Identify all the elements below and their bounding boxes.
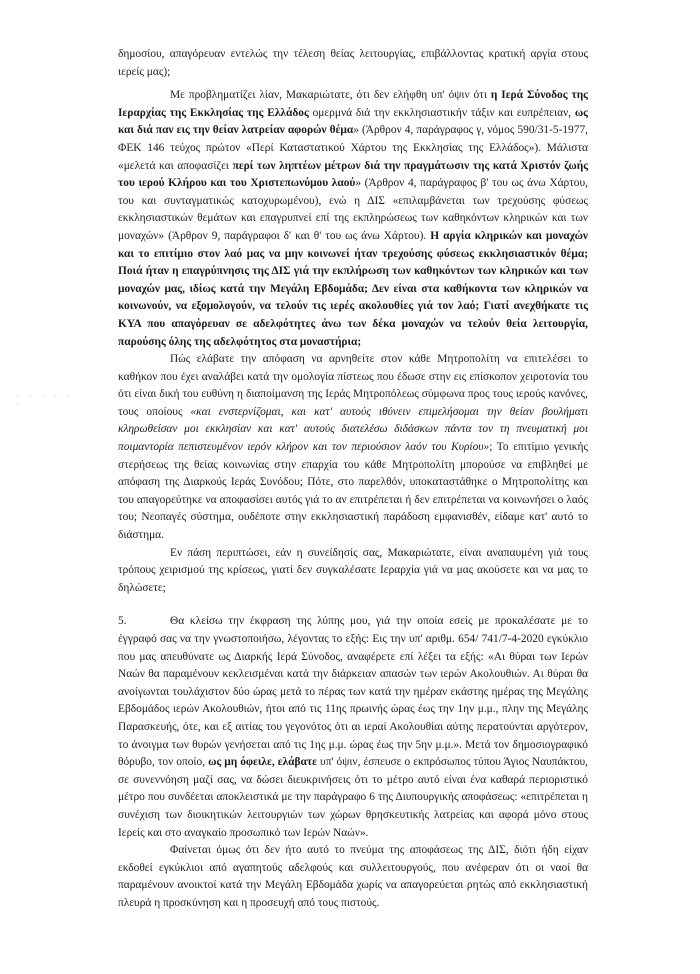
- paragraph-6: [118, 842, 588, 912]
- text-run: Με προβληματίζει λίαν, Μακαριώτατε, ότι δεν ελήφθη υπ' όψιν ότι: [170, 89, 491, 102]
- paragraph-2: [118, 87, 588, 351]
- text-run: » (Άρθρον 4, παράγραφος β' του ως άνω Χάρτου, του και συνταγματικώς κατοχυρωμένου), ενώ η ΔΙΣ «επιλαμβάνεται των τρεχούσης φύσεως εκκλησιαστικών θεμάτων και επαγρυπνεί επί της εκπληρώσεως των καθηκόντων κληρικών και των μοναχών» (Άρθρον 9, παράγραφοι δ' και θ' του ως άνω Χάρτου).: [118, 177, 588, 242]
- text-run: » (Άρθρον 4, παράγραφος γ, νόμος 590/31-5-1977, ΦΕΚ 146 τεύχος πρώτον «Περί Καταστατικού Χάρτου της Εκκλησίας της Ελλάδος»). Μάλιστα «μελετά και αποφασίζει: [118, 124, 588, 172]
- paragraph-5: [118, 613, 588, 842]
- bold-run: περί των ληπτέων μέτρων διά την πραγμάτωσιν της κατά Χριστόν ζωής του ιερού Κλήρου και του Χριστεπωνύμου λαού: [118, 159, 588, 190]
- paragraph-1: [118, 46, 588, 81]
- paragraph-4: [118, 545, 588, 598]
- margin-mark: - - - - - -: [16, 392, 72, 408]
- text-run: Πώς ελάβατε την απόφαση να αρνηθείτε στον κάθε Μητροπολίτη να επιτελέσει το καθήκον που έχει αναλάβει κατά την ομολογία πίστεως που έδωσε στην εις επίσκοπον χειροτονία του ότι είναι δική του ευθύνη η διαποίμανση της Ιεράς Μητροπόλεως σύμφωνα προς τους ιερούς κανόνες, τους οποίους: [118, 353, 588, 418]
- text-run: υπ' όψιν, έσπευσε ο εκπρόσωπος τύπου Άγιος Ναυπάκτου, σε συνεννόηση μαζί σας, να δώσει διευκρινήσεις ότι το μέτρο αυτό είναι ένα καθαρά περιοριστικό μέτρο που συνδέεται αποκλειστικά με την παράγραφο 6 της Διυπουργικής αποφάσεως: «επιτρέπεται η συνέχιση των διοικητικών λειτουργιών των χώρων θρησκευτικής λατρείας και αφορά μόνο στους Ιερείς και στο αναγκαίο προσωπικό των Ιερών Ναών».: [118, 756, 589, 839]
- text-run: Εν πάση περιπτώσει, εάν η συνείδησίς σας, Μακαριώτατε, είναι αναπαυμένη γιά τους τρόπους χειρισμού της κρίσεως, γιατί δεν συγκαλέσατε Ιεραρχία γιά να μας ακούσετε και να μας το δηλώσετε;: [118, 546, 588, 594]
- section-number: 5.: [118, 615, 127, 628]
- bold-run: ως και διά παν εις την θείαν λατρείαν αφορών θέμα: [118, 106, 588, 137]
- text-run: ; Το επιτίμιο γενικής στερήσεως της θείας κοινωνίας στην επαρχία του κάθε Μητροπολίτη μπορούσε να επιβληθεί με απόφαση της Διαρκούς Ιεράς Συνόδου; Πότε, στο παρελθόν, υποκαταστάθηκε ο Μητροπολίτης και του απαγορεύτηκε να αποφασίσει αυτός γιά το αν επιτρέπεται ή δεν επιτρέπεται να κοινωνήσει ο λαός του; Νεοπαγές σύστημα, ουδέποτε στην εκκλησιαστική παράδοση εμφανισθέν, είδαμε κατ' αυτό το διάστημα.: [118, 441, 588, 542]
- bold-run: η Ιερά Σύνοδος της Ιεραρχίας της Εκκλησίας της Ελλάδος: [118, 89, 588, 119]
- text-run: Θα κλείσω την έκφραση της λύπης μου, γιά την οποία εσείς με προκαλέσατε με το έγγραφό σας να την γνωστοποιήσω, λέγοντας το εξής: Εις την υπ' αριθμ. 654/ 741/7-4-2020 εγκύκλιο που μας απευθύνατε ως Διαρκής Ιερά Σύνοδος, αναφέρετε επί λέξει τα εξής: «Αι θύραι των Ιερών Ναών θα παραμένουν κεκλεισμέναι κατά την διάρκειαν απασών των ιερών Ακολουθιών. Αι θύραι θα ανοίγωνται τουλάχιστον δύο ώρας μετά το πέρας των κατά την ημέραν εκάστης ημέρας της Μεγάλης Εβδομάδος ιερών Ακολουθιών, ήτοι από τις 11ης πρωινής ώρας έως την 1ην μ.μ., πλην της Μεγάλης Παρασκευής, ότε, και εξ αιτίας του γεγονότος ότι αι ιεραί Ακολουθίαι αύτης περατούνται αργότερον, το άνοιγμα των θυρών γενήσεται από τις 1ης μ.μ. ώρας έως την 5ην μ.μ.». Μετά τον δημοσιογραφικό θόρυβο, τον οποίο,: [118, 615, 588, 769]
- paragraph-3: [118, 351, 588, 545]
- paragraph-1-text: δημοσίου, απαγόρευαν εντελώς την τέλεση θείας λειτουργίας, επιβάλλοντας κρατική αργία στους ιερείς μας);: [118, 48, 588, 78]
- italic-quote: «και ενστερνίζομαι, και κατ' αυτούς ιθύνειν επιμελήσομαι την θείαν βουλήματι κληρωθείσαν μοι εκκλησίαν και κατ' αυτούς διατελέσω διδάσκων πάντα τον τη πνευματική μοι ποιμαντορία πεπιστευμένον ιερόν κλήρον και τον περιούσιον λαόν του Κυρίου»: [118, 405, 589, 454]
- text-run: Φαίνεται όμως ότι δεν ήτο αυτό το πνεύμα της αποφάσεως της ΔΙΣ, διότι ήδη είχαν εκδοθεί εγκύκλιοι από αγαπητούς αδελφούς και συλλειτουργούς, που ανέφεραν ότι οι ναοί θα παραμένουν ανοικτοί κατά την Μεγάλη Εβδομάδα χωρίς να απαγορεύεται ρητώς από εκκλησιαστική πλευρά η προσκύνηση και η προσευχή από τους πιστούς.: [118, 844, 588, 909]
- bold-run: Η αργία κληρικών και μοναχών και το επιτίμιο στον λαό μας να μην κοινωνεί ήταν τρεχούσης φύσεως εκκλησιαστικόν θέμα; Ποιά ήταν η επαγρύπνησις της ΔΙΣ γιά την εκπλήρωση των καθηκόντων των κληρικών και των μοναχών μας, ιδίως κατά την Μεγάλη Εβδομάδα; Δεν είναι στα καθήκοντα των κληρικών να κοινωνούν, να εξομολογούν, να τελούν τις ιερές ακολουθίες γιά τον λαό; Γιατί ανεχθήκατε τις ΚΥΑ που απαγόρευαν σε αδελφότητες άνω των δέκα μοναχών να τελούν θεία λειτουργία, παρούσης όλης της αδελφότητος στα μοναστήρια;: [118, 229, 588, 348]
- text-run: ομερμνά διά την εκκλησιαστικήν τάξιν και ευπρέπειαν,: [308, 106, 575, 119]
- bold-run: ως μη όφειλε, ελάβατε: [208, 756, 318, 769]
